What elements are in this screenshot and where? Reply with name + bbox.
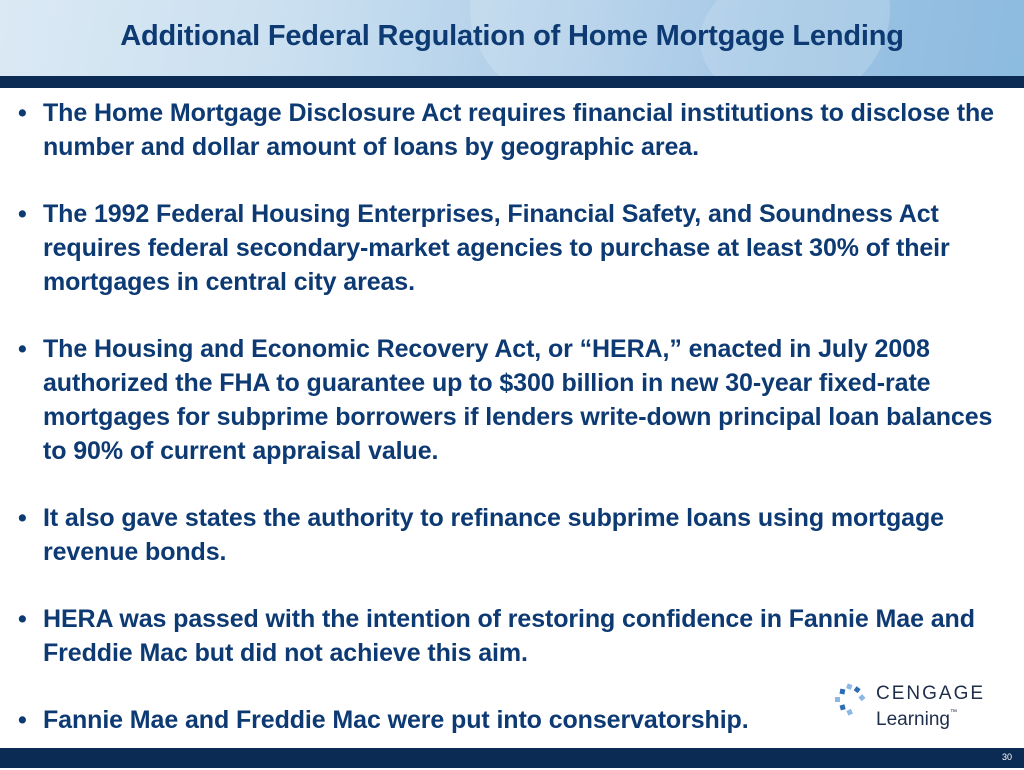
bullet-item — [18, 501, 1008, 569]
bullet-item — [18, 96, 1008, 164]
title-divider-bar — [0, 76, 1024, 88]
bullet-text: The 1992 Federal Housing Enterprises, Financial Safety, and Soundness Act requires federal secondary-market agencies to purchase at least 30% of their mortgages in central city areas. — [43, 200, 950, 296]
bullet-marker: • — [18, 335, 27, 363]
cengage-logo-icon — [832, 682, 868, 718]
bullet-item — [18, 332, 1008, 468]
bullet-marker: • — [18, 706, 27, 734]
logo-trademark: ™ — [949, 709, 957, 716]
slide-title: Additional Federal Regulation of Home Mortgage Lending — [120, 20, 904, 52]
bullet-text: The Housing and Economic Recovery Act, or “HERA,” enacted in July 2008 authorized the FHA to guarantee up to $300 billion in new 30-year fixed-rate mortgages for subprime borrowers if lenders write-down principal loan balances to 90% of current appraisal value. — [43, 335, 993, 465]
footer-bar — [0, 748, 1024, 768]
bullet-item — [18, 197, 1008, 299]
bullet-text: Fannie Mae and Freddie Mac were put into conservatorship. — [43, 706, 749, 734]
logo-sub-text — [876, 709, 957, 731]
logo-brand-text: CENGAGE — [876, 683, 986, 704]
bullet-text: The Home Mortgage Disclosure Act requires financial institutions to disclose the number and dollar amount of loans by geographic area. — [43, 99, 994, 161]
page-number: 30 — [1001, 752, 1012, 762]
bullet-item — [18, 602, 1008, 670]
bullet-list — [18, 96, 1008, 770]
bullet-text: HERA was passed with the intention of restoring confidence in Fannie Mae and Freddie Mac but did not achieve this aim. — [43, 605, 975, 667]
bullet-marker: • — [18, 605, 27, 633]
cengage-learning-logo — [832, 680, 986, 736]
logo-sub-word: Learning — [876, 709, 950, 730]
bullet-marker: • — [18, 99, 27, 127]
bullet-marker: • — [18, 504, 27, 532]
bullet-marker: • — [18, 200, 27, 228]
bullet-text: It also gave states the authority to refinance subprime loans using mortgage revenue bonds. — [43, 504, 944, 566]
